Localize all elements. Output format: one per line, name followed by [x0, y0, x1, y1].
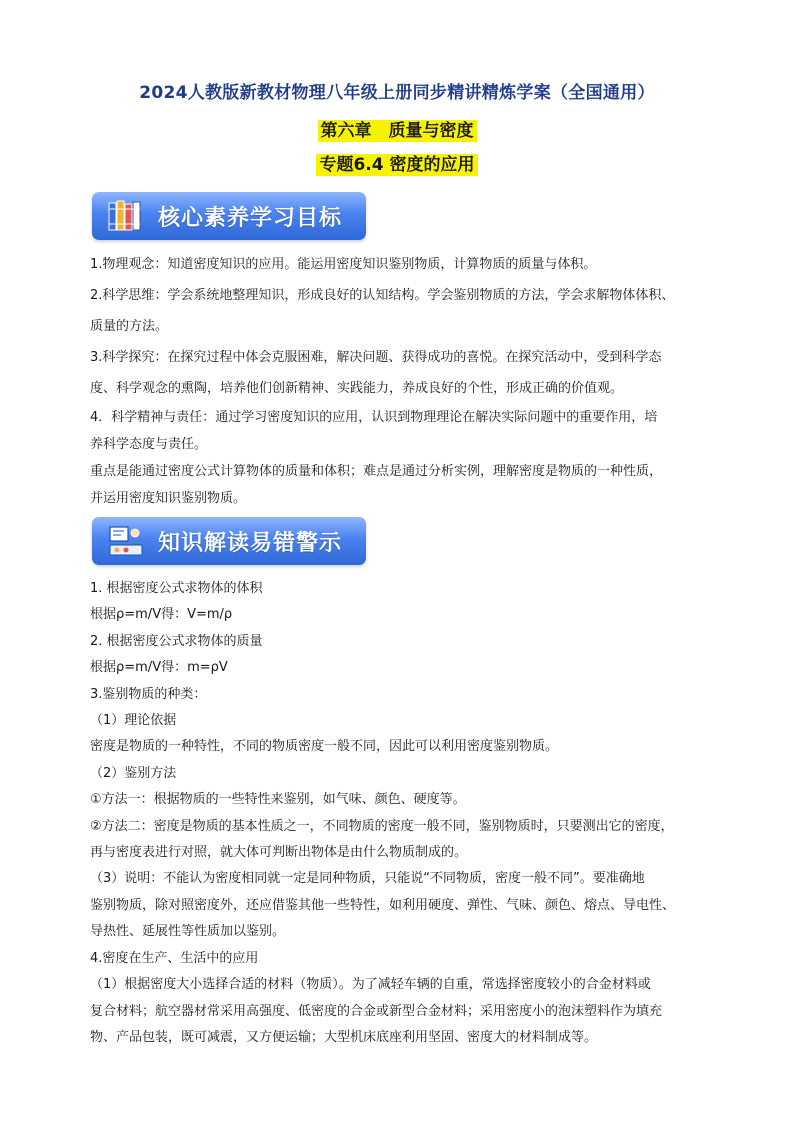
- paragraph: 根据ρ=m/V得：V=m/ρ: [90, 607, 233, 623]
- paragraph: ①方法一：根据物质的一些特性来鉴别，如气味、颜色、硬度等。: [90, 792, 466, 808]
- paragraph: （2）鉴别方法: [90, 765, 177, 781]
- paragraph: 1.物理观念：知道密度知识的应用。能运用密度知识鉴别物质，计算物质的质量与体积。: [90, 257, 597, 272]
- paragraph: 重点是能通过密度公式计算物体的质量和体积；难点是通过分析实例，理解密度是物质的一种性质，: [90, 464, 663, 479]
- topic-heading-text: 专题6.4 密度的应用: [316, 154, 477, 176]
- knowledge-warnings-text: [90, 576, 710, 1051]
- paragraph: 并运用密度知识鉴别物质。: [90, 491, 247, 506]
- chapter-heading-text: 第六章 质量与密度: [318, 120, 477, 142]
- knowledge-warnings-banner: [92, 517, 366, 565]
- chapter-heading: [0, 116, 794, 141]
- topic-heading: [0, 150, 794, 175]
- paragraph: 4.密度在生产、生活中的应用: [90, 950, 259, 966]
- paragraph: （1）根据密度大小选择合适的材料（物质）。为了减轻车辆的自重，常选择密度较小的合金材料或: [90, 977, 651, 993]
- learning-goals-banner: [92, 192, 366, 240]
- paragraph: 2.科学思维：学会系统地整理知识，形成良好的认知结构。学会鉴别物质的方法，学会求解物体体积、: [90, 288, 675, 303]
- paragraph: 再与密度表进行对照，就大体可判断出物体是由什么物质制成的。: [90, 845, 468, 861]
- learning-goals-banner-label: 核心素养学习目标: [158, 205, 343, 231]
- paragraph: 3.鉴别物质的种类：: [90, 686, 207, 702]
- paragraph: 1. 根据密度公式求物体的体积: [90, 581, 263, 596]
- paragraph: 复合材料；航空器材常采用高强度、低密度的合金或新型合金材料；采用密度小的泡沫塑料作为填充: [90, 1003, 663, 1019]
- paragraph: 质量的方法。: [90, 319, 169, 334]
- paragraph: 鉴别物质，除对照密度外，还应借鉴其他一些特性，如利用硬度、弹性、气味、颜色、熔点、导电性、: [90, 897, 676, 913]
- paragraph: （3）说明：不能认为密度相同就一定是同种物质，只能说“不同物质，密度一般不同”。要准确地: [90, 871, 645, 887]
- paragraph: 根据ρ=m/V得：m=ρV: [90, 660, 228, 676]
- learning-goals-text: [90, 249, 710, 512]
- paragraph: 4．科学精神与责任：通过学习密度知识的应用，认识到物理理论在解决实际问题中的重要作用，培: [90, 410, 658, 425]
- paragraph: 密度是物质的一种特性，不同的物质密度一般不同，因此可以利用密度鉴别物质。: [90, 739, 559, 755]
- paragraph: ②方法二：密度是物质的基本性质之一，不同物质的密度一般不同，鉴别物质时，只要测出它的密度，: [90, 818, 674, 834]
- paragraph: 物、产品包装，既可减震，又方便运输；大型机床底座利用坚固、密度大的材料制成等。: [90, 1029, 598, 1045]
- knowledge-warnings-banner-label: 知识解读易错警示: [158, 530, 343, 556]
- paragraph: 3.科学探究：在探究过程中体会克服困难，解决问题、获得成功的喜悦。在探究活动中，受到科学态: [90, 350, 662, 365]
- teacher-board-icon: [108, 525, 144, 557]
- paragraph: 养科学态度与责任。: [90, 437, 208, 452]
- paragraph: （1）理论依据: [90, 713, 177, 729]
- paragraph: 2. 根据密度公式求物体的质量: [90, 633, 263, 649]
- paragraph: 导热性、延展性等性质加以鉴别。: [90, 924, 286, 940]
- paragraph: 度、科学观念的熏陶，培养他们创新精神、实践能力，养成良好的个性，形成正确的价值观。: [90, 381, 624, 396]
- document-title: 2024人教版新教材物理八年级上册同步精讲精炼学案（全国通用）: [139, 83, 655, 103]
- books-icon: [108, 200, 144, 232]
